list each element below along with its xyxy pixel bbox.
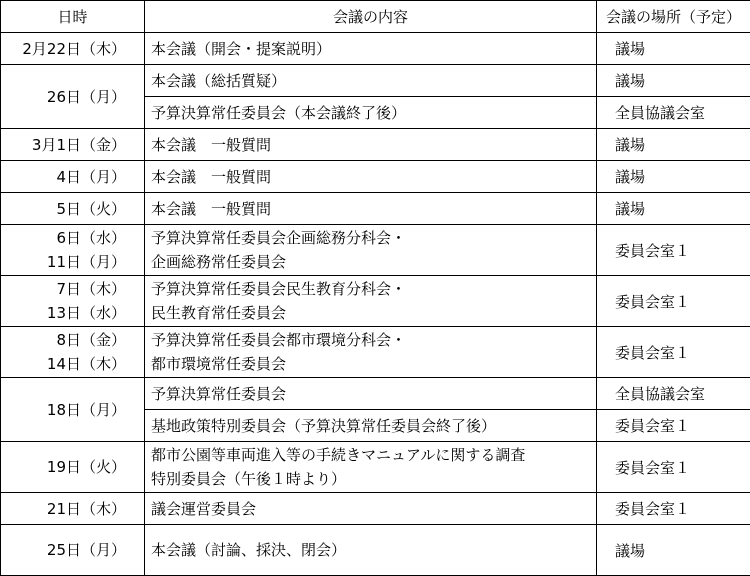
table-row [1, 225, 750, 276]
content-cell [145, 378, 597, 410]
place-cell: 議場 [597, 193, 750, 225]
date-text: 26日（月） [7, 85, 126, 109]
content-cell [145, 65, 597, 97]
content-text: 予算決算常任委員会民生教育分科会・ [151, 277, 590, 301]
date-text: 5日（火） [7, 197, 126, 221]
content-text: 予算決算常任委員会都市環境分科会・ [151, 328, 590, 352]
table-row [1, 33, 750, 65]
table-row [1, 65, 750, 97]
date-text: 2月22日（木） [7, 37, 126, 61]
content-cell [145, 129, 597, 161]
place-cell: 全員協議会室 [597, 378, 750, 410]
content-text: 議会運営委員会 [151, 497, 590, 521]
table-row [1, 129, 750, 161]
table-row [1, 327, 750, 378]
date-cell [1, 327, 145, 378]
date-cell [1, 378, 145, 442]
place-cell: 議場 [597, 33, 750, 65]
place-cell: 委員会室１ [597, 225, 750, 276]
date-text: 11日（月） [7, 250, 126, 274]
content-cell [145, 442, 597, 493]
content-text: 予算決算常任委員会企画総務分科会・ [151, 226, 590, 250]
content-text: 特別委員会（午後１時より） [151, 467, 590, 491]
table-row [1, 378, 750, 410]
date-text: 8日（金） [7, 328, 126, 352]
place-cell: 議場 [597, 129, 750, 161]
date-cell [1, 276, 145, 327]
date-cell [1, 161, 145, 193]
date-cell [1, 525, 145, 576]
content-text: 予算決算常任委員会（本会議終了後） [151, 101, 590, 125]
date-text: 6日（水） [7, 226, 126, 250]
place-cell: 全員協議会室 [597, 97, 750, 129]
date-text: 19日（火） [7, 455, 126, 479]
date-cell [1, 193, 145, 225]
content-text: 本会議（開会・提案説明） [151, 37, 590, 61]
content-cell [145, 525, 597, 576]
content-cell [145, 97, 597, 129]
date-text: 25日（月） [7, 538, 126, 562]
date-text: 13日（水） [7, 301, 126, 325]
table-row [1, 493, 750, 525]
header-date: 日時 [1, 1, 145, 33]
content-cell [145, 225, 597, 276]
place-cell: 委員会室１ [597, 276, 750, 327]
table-row [1, 193, 750, 225]
date-text: 21日（木） [7, 497, 126, 521]
date-cell [1, 33, 145, 65]
table-row [1, 276, 750, 327]
content-text: 都市環境常任委員会 [151, 352, 590, 376]
content-text: 都市公園等車両進入等の手続きマニュアルに関する調査 [151, 443, 590, 467]
date-text: 3月1日（金） [7, 133, 126, 157]
date-text: 7日（木） [7, 277, 126, 301]
place-cell: 議場 [597, 161, 750, 193]
place-cell: 委員会室１ [597, 327, 750, 378]
table-row [1, 161, 750, 193]
content-cell [145, 193, 597, 225]
header-content: 会議の内容 [145, 1, 597, 33]
date-cell [1, 65, 145, 129]
date-cell [1, 442, 145, 493]
place-cell: 議場 [597, 65, 750, 97]
content-text: 本会議 一般質問 [151, 133, 590, 157]
content-cell [145, 410, 597, 442]
content-text: 本会議（討論、採決、閉会） [151, 538, 590, 562]
date-text: 18日（月） [7, 398, 126, 422]
date-text: 14日（木） [7, 352, 126, 376]
content-cell [145, 276, 597, 327]
content-text: 本会議 一般質問 [151, 165, 590, 189]
table-row [1, 525, 750, 576]
content-cell [145, 161, 597, 193]
date-cell [1, 225, 145, 276]
content-text: 基地政策特別委員会（予算決算常任委員会終了後） [151, 414, 590, 438]
table-row [1, 442, 750, 493]
header-place: 会議の場所（予定） [597, 1, 750, 33]
content-text: 予算決算常任委員会 [151, 382, 590, 406]
content-text: 本会議（総括質疑） [151, 69, 590, 93]
content-text: 本会議 一般質問 [151, 197, 590, 221]
content-text: 民生教育常任委員会 [151, 301, 590, 325]
date-cell [1, 129, 145, 161]
content-cell [145, 327, 597, 378]
place-cell: 議場 [597, 525, 750, 576]
date-text: 4日（月） [7, 165, 126, 189]
content-text: 企画総務常任委員会 [151, 250, 590, 274]
header-row [1, 1, 750, 33]
place-cell: 委員会室１ [597, 493, 750, 525]
content-cell [145, 33, 597, 65]
date-cell [1, 493, 145, 525]
place-cell: 委員会室１ [597, 410, 750, 442]
content-cell [145, 493, 597, 525]
place-cell: 委員会室１ [597, 442, 750, 493]
